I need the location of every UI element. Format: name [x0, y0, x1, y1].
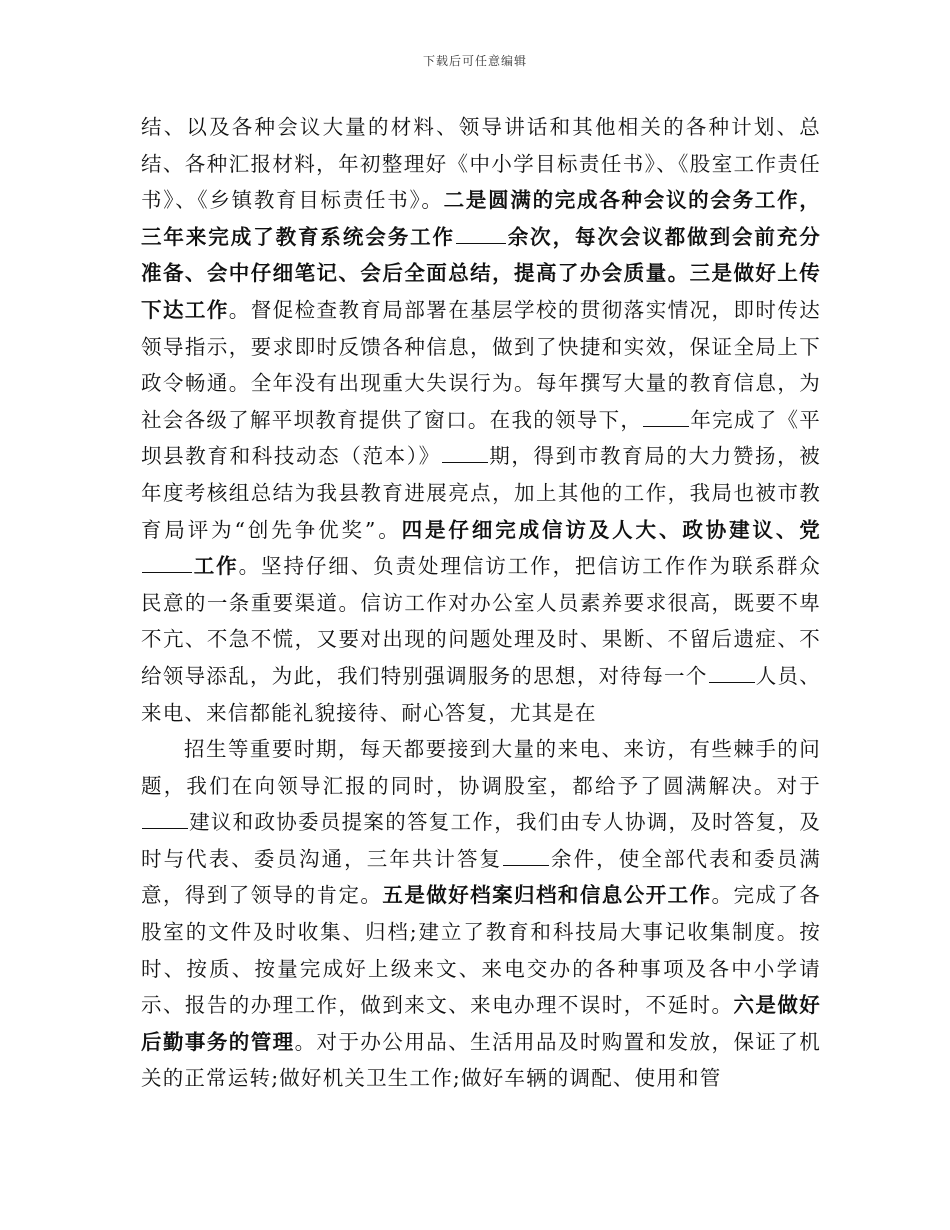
- fill-blank: [643, 408, 689, 427]
- document-body: [141, 109, 821, 1097]
- text-run: 结、以及各种会议大量的材料、领导讲话和其他相关的各种计划、总结、各种汇报材料，年初整理好《中小学目标责任书》、《股室工作责任书》、《乡镇教育目标责任书》。: [141, 115, 821, 213]
- text-run: 招生等重要时期，每天都要接到大量的来电、来访，有些棘手的问题，我们在向领导汇报的同时，协调股室，都给予了圆满解决。对于: [141, 737, 821, 798]
- bold-run: 四是仔细完成信访及人大、政协建议、党: [401, 517, 821, 542]
- paragraph-2: [141, 731, 821, 1097]
- fill-blank: [442, 444, 488, 463]
- bold-run: 余次，每次会议都做到会前充分准备、会中仔细笔记、会后全面总结，提高了办会质量。三是做好上传下达工作: [141, 224, 821, 322]
- fill-blank: [709, 664, 755, 683]
- fill-blank: [142, 810, 188, 829]
- text-run: 建议和政协委员提案的答复工作，我们由专人协调，及时答复，及时与代表、委员沟通，三年共计答复: [141, 810, 821, 871]
- text-run: 。督促检查教育局部署在基层学校的贯彻落实情况，即时传达领导指示，要求即时反馈各种信息，做到了快捷和实效，保证全局上下政令畅通。全年没有出现重大失误行为。每年撰写大量的教育信息，为社会各级了解平坝教育提供了窗口。在我的领导下，: [141, 297, 821, 432]
- text-run: 。坚持仔细、负责处理信访工作，把信访工作作为联系群众民意的一条重要渠道。信访工作对办公室人员素养要求很高，既要不卑不亢、不急不慌，又要对出现的问题处理及时、果断、不留后遗症、不给领导添乱，为此，我们特别强调服务的思想，对待每一个: [141, 554, 821, 688]
- paragraph-1: [141, 109, 821, 731]
- bold-run: 工作: [193, 554, 239, 579]
- fill-blank: [503, 847, 549, 866]
- fill-blank: [456, 225, 506, 244]
- bold-run: 五是做好档案归档和信息公开工作: [382, 883, 712, 908]
- page-header: 下载后可任意编辑: [422, 54, 527, 68]
- bold-run: 二是圆满的完成各种会议的会务工作，三年来完成了教育系统会务工作: [141, 188, 822, 249]
- text-run: 。完成了各股室的文件及时收集、归档;建立了教育和科技局大事记收集制度。按时、按质、按量完成好上级来文、来电交办的各种事项及各中小学请示、报告的办理工作，做到来文、来电办理不误时，不延时。: [141, 883, 822, 1018]
- bold-run: 六是做好后勤事务的管理: [141, 993, 821, 1054]
- text-run: 余件，使全部代表和委员满意，得到了领导的肯定。: [141, 846, 821, 908]
- text-run: 期，得到市教育局的大力赞扬，被年度考核组总结为我县教育进展亮点，加上其他的工作，我局也被市教育局评为“创先争优奖”。: [141, 444, 821, 542]
- text-run: 人员、来电、来信都能礼貌接待、耐心答复，尤其是在: [141, 663, 821, 725]
- text-run: 年完成了《平坝县教育和科技动态（范本）》: [141, 407, 821, 469]
- text-run: 。对于办公用品、生活用品及时购置和发放，保证了机关的正常运转;做好机关卫生工作;做好车辆的调配、使用和管: [141, 1029, 821, 1091]
- fill-blank: [142, 554, 192, 573]
